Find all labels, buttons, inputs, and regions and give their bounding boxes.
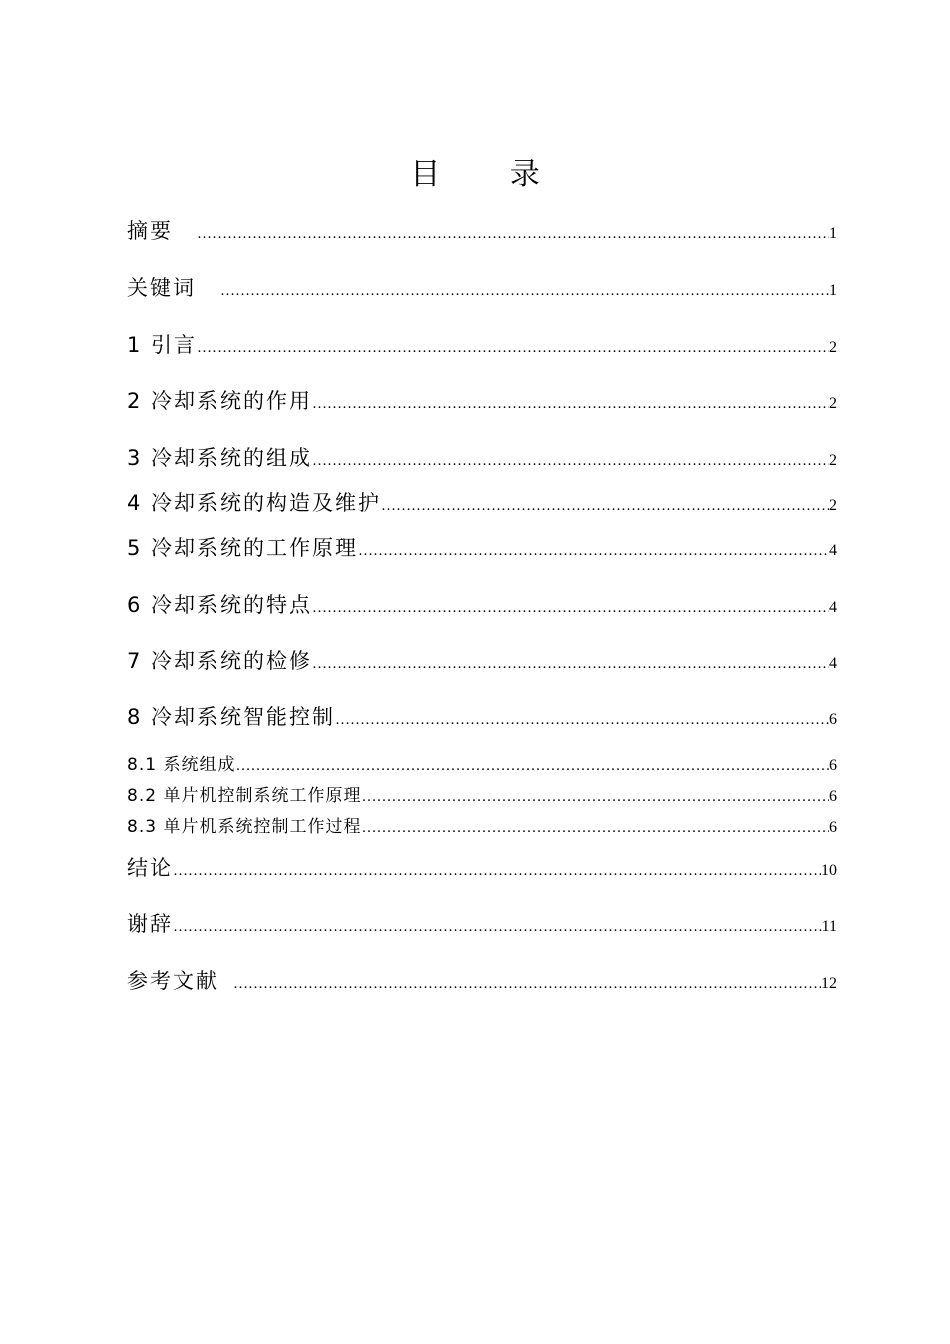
toc-page-number: 6 [829,819,837,836]
toc-page-number: 10 [821,862,837,879]
toc-page-number: 2 [829,339,837,356]
toc-leader [173,863,821,880]
toc-page-number: 4 [829,542,837,559]
toc-leader [235,758,829,775]
toc-entry-references[interactable] [127,965,837,995]
toc-entry-cooling-repair[interactable] [127,645,837,675]
toc-entry-keywords[interactable] [127,272,837,302]
toc-leader [312,600,829,617]
toc-label: 参考文献 [127,969,219,993]
toc-page-number: 12 [821,975,837,992]
toc-entry-cooling-function[interactable] [127,385,837,415]
toc-leader [335,712,829,729]
toc-leader [381,498,829,515]
toc-entry-abstract[interactable] [127,215,837,245]
toc-page-number: 6 [829,788,837,805]
toc-page-number: 2 [829,452,837,469]
table-of-contents [127,0,837,1344]
toc-label: 关键词 [127,276,196,300]
toc-entry-mcu-principle[interactable] [127,781,837,806]
toc-page-number: 2 [829,497,837,514]
toc-label: 8.3 单片机系统控制工作过程 [127,817,362,837]
toc-page-number: 6 [829,711,837,728]
toc-page-number: 4 [829,599,837,616]
toc-label: 2 冷却系统的作用 [127,389,313,413]
toc-entry-cooling-structure[interactable] [127,487,837,517]
toc-label: 3 冷却系统的组成 [127,446,313,470]
toc-page-number: 1 [829,282,837,299]
toc-leader [312,656,829,673]
toc-label: 6 冷却系统的特点 [127,593,313,617]
toc-label: 结论 [127,856,173,880]
toc-label: 7 冷却系统的检修 [127,649,313,673]
toc-leader [197,226,829,243]
toc-entry-smart-control[interactable] [127,701,837,731]
toc-leader [361,820,829,837]
toc-leader [312,453,829,470]
toc-page-number: 2 [829,395,837,412]
toc-label: 谢辞 [127,912,173,936]
toc-entry-mcu-process[interactable] [127,812,837,837]
toc-page-number: 11 [821,918,837,935]
toc-entry-cooling-features[interactable] [127,589,837,619]
toc-entry-acknowledgements[interactable] [127,908,837,938]
toc-page-number: 4 [829,655,837,672]
toc-leader [312,396,829,413]
toc-entry-cooling-principle[interactable] [127,532,837,562]
toc-entry-introduction[interactable] [127,329,837,359]
toc-label: 8.1 系统组成 [127,755,236,775]
toc-leader [233,976,821,993]
toc-page-number: 1 [829,225,837,242]
toc-label: 8 冷却系统智能控制 [127,705,336,729]
toc-leader [358,543,829,560]
toc-entry-system-composition[interactable] [127,750,837,775]
page-title: 目 录 [410,157,570,192]
toc-label: 5 冷却系统的工作原理 [127,536,359,560]
toc-entry-cooling-composition[interactable] [127,442,837,472]
toc-label: 1 引言 [127,333,198,357]
toc-leader [197,340,829,357]
toc-label: 4 冷却系统的构造及维护 [127,491,382,515]
toc-leader [173,919,822,936]
toc-label: 8.2 单片机控制系统工作原理 [127,786,362,806]
toc-leader [361,789,829,806]
toc-leader [220,283,829,300]
toc-label: 摘要 [127,219,173,243]
toc-page-number: 6 [829,757,837,774]
toc-entry-conclusion[interactable] [127,852,837,882]
